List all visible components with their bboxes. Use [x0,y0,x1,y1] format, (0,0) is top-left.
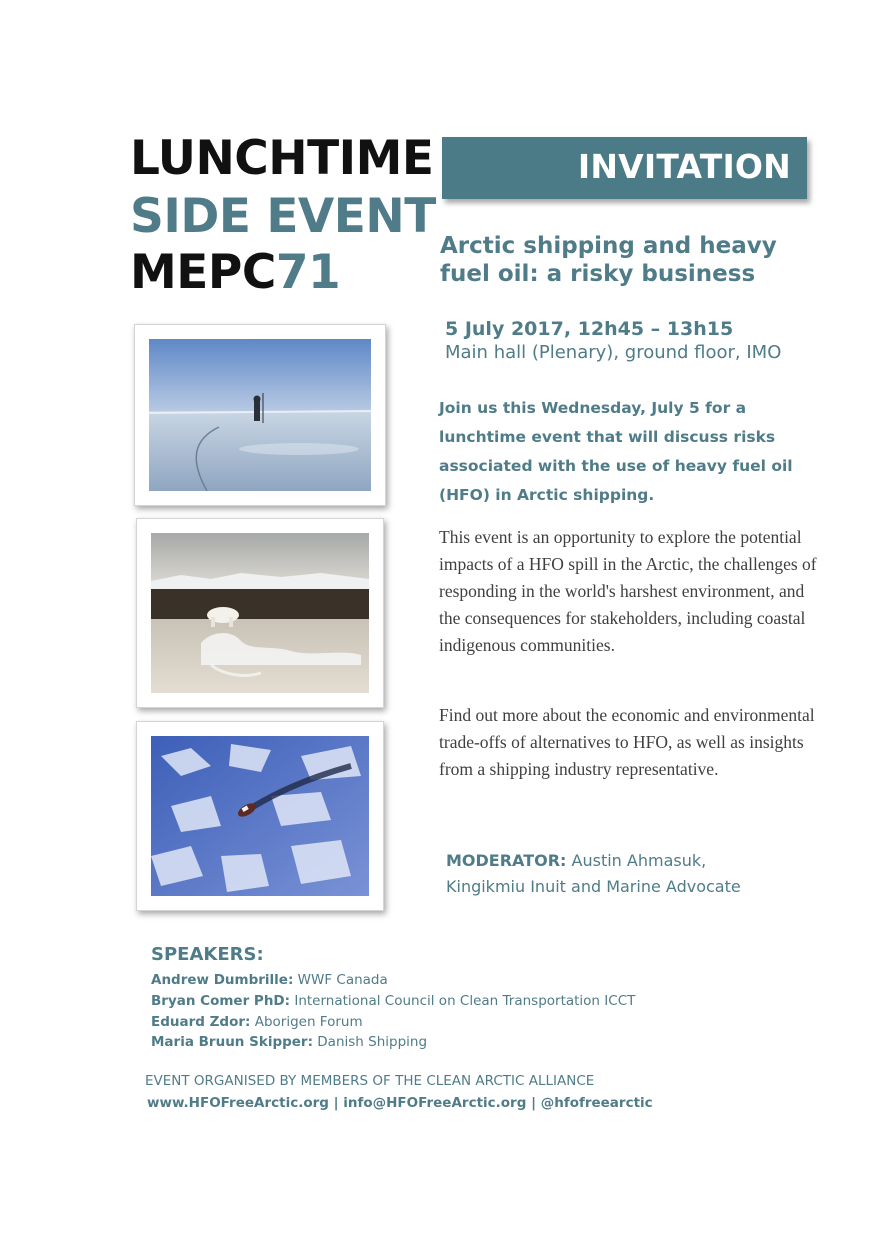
photo-polar-bear [151,533,369,693]
event-subtitle: Arctic shipping and heavy fuel oil: a risky business [440,233,777,287]
body-paragraph-2: Find out more about the economic and environmental trade-offs of alternatives to HFO, as well as insights from a shipping industry representative. [439,705,815,779]
photo-frame-icebreaker [136,721,384,911]
speaker-org: Danish Shipping [313,1034,428,1050]
speakers-heading: SPEAKERS: [151,944,264,965]
invitation-banner-label: INVITATION [577,147,791,186]
speaker-name: Maria Bruun Skipper: [151,1034,313,1050]
title-line-side-event: SIDE EVENT [130,189,436,244]
photo-ship-in-sea-ice [151,736,369,896]
speaker-name: Eduard Zdor: [151,1014,251,1030]
title-line-mepc [130,246,340,300]
speaker-org: Aborigen Forum [250,1014,363,1030]
lead-paragraph: Join us this Wednesday, July 5 for a lunchtime event that will discuss risks associated with the use of heavy fuel oil (HFO) in Arctic shipping. [439,399,793,504]
moderator-role: Kingikmiu Inuit and Marine Advocate [446,877,741,896]
event-date: 5 July 2017, 12h45 – 13h15 [445,318,734,340]
photo-frame-sea-ice [134,324,386,506]
speaker-item [151,972,388,988]
photo-person-on-sea-ice [149,339,371,491]
speaker-item [151,993,635,1009]
moderator-block [446,848,826,900]
contact-links[interactable]: www.HFOFreeArctic.org | info@HFOFreeArctic.org | @hfofreearctic [147,1095,653,1111]
moderator-label: MODERATOR: [446,851,567,870]
title-line-lunchtime: LUNCHTIME [130,131,434,186]
speaker-item [151,1014,363,1030]
speaker-name: Bryan Comer PhD: [151,993,291,1009]
body-paragraph-1: This event is an opportunity to explore the potential impacts of a HFO spill in the Arctic, the challenges of responding in the world's harshest environment, and the consequences for stakeholders, including coastal indigenous communities. [439,527,817,655]
moderator-name: Austin Ahmasuk, [566,851,707,870]
title-mepc-number: 71 [275,245,341,300]
invitation-banner [442,137,807,199]
speaker-name: Andrew Dumbrille: [151,972,294,988]
event-venue: Main hall (Plenary), ground floor, IMO [445,342,782,363]
title-mepc-prefix: MEPC [130,245,276,300]
speaker-org: International Council on Clean Transportation ICCT [290,993,636,1009]
photo-frame-polar-bear [136,518,384,708]
speaker-org: WWF Canada [293,972,388,988]
speaker-item [151,1034,427,1050]
organiser-line: EVENT ORGANISED BY MEMBERS OF THE CLEAN ARCTIC ALLIANCE [145,1073,595,1089]
